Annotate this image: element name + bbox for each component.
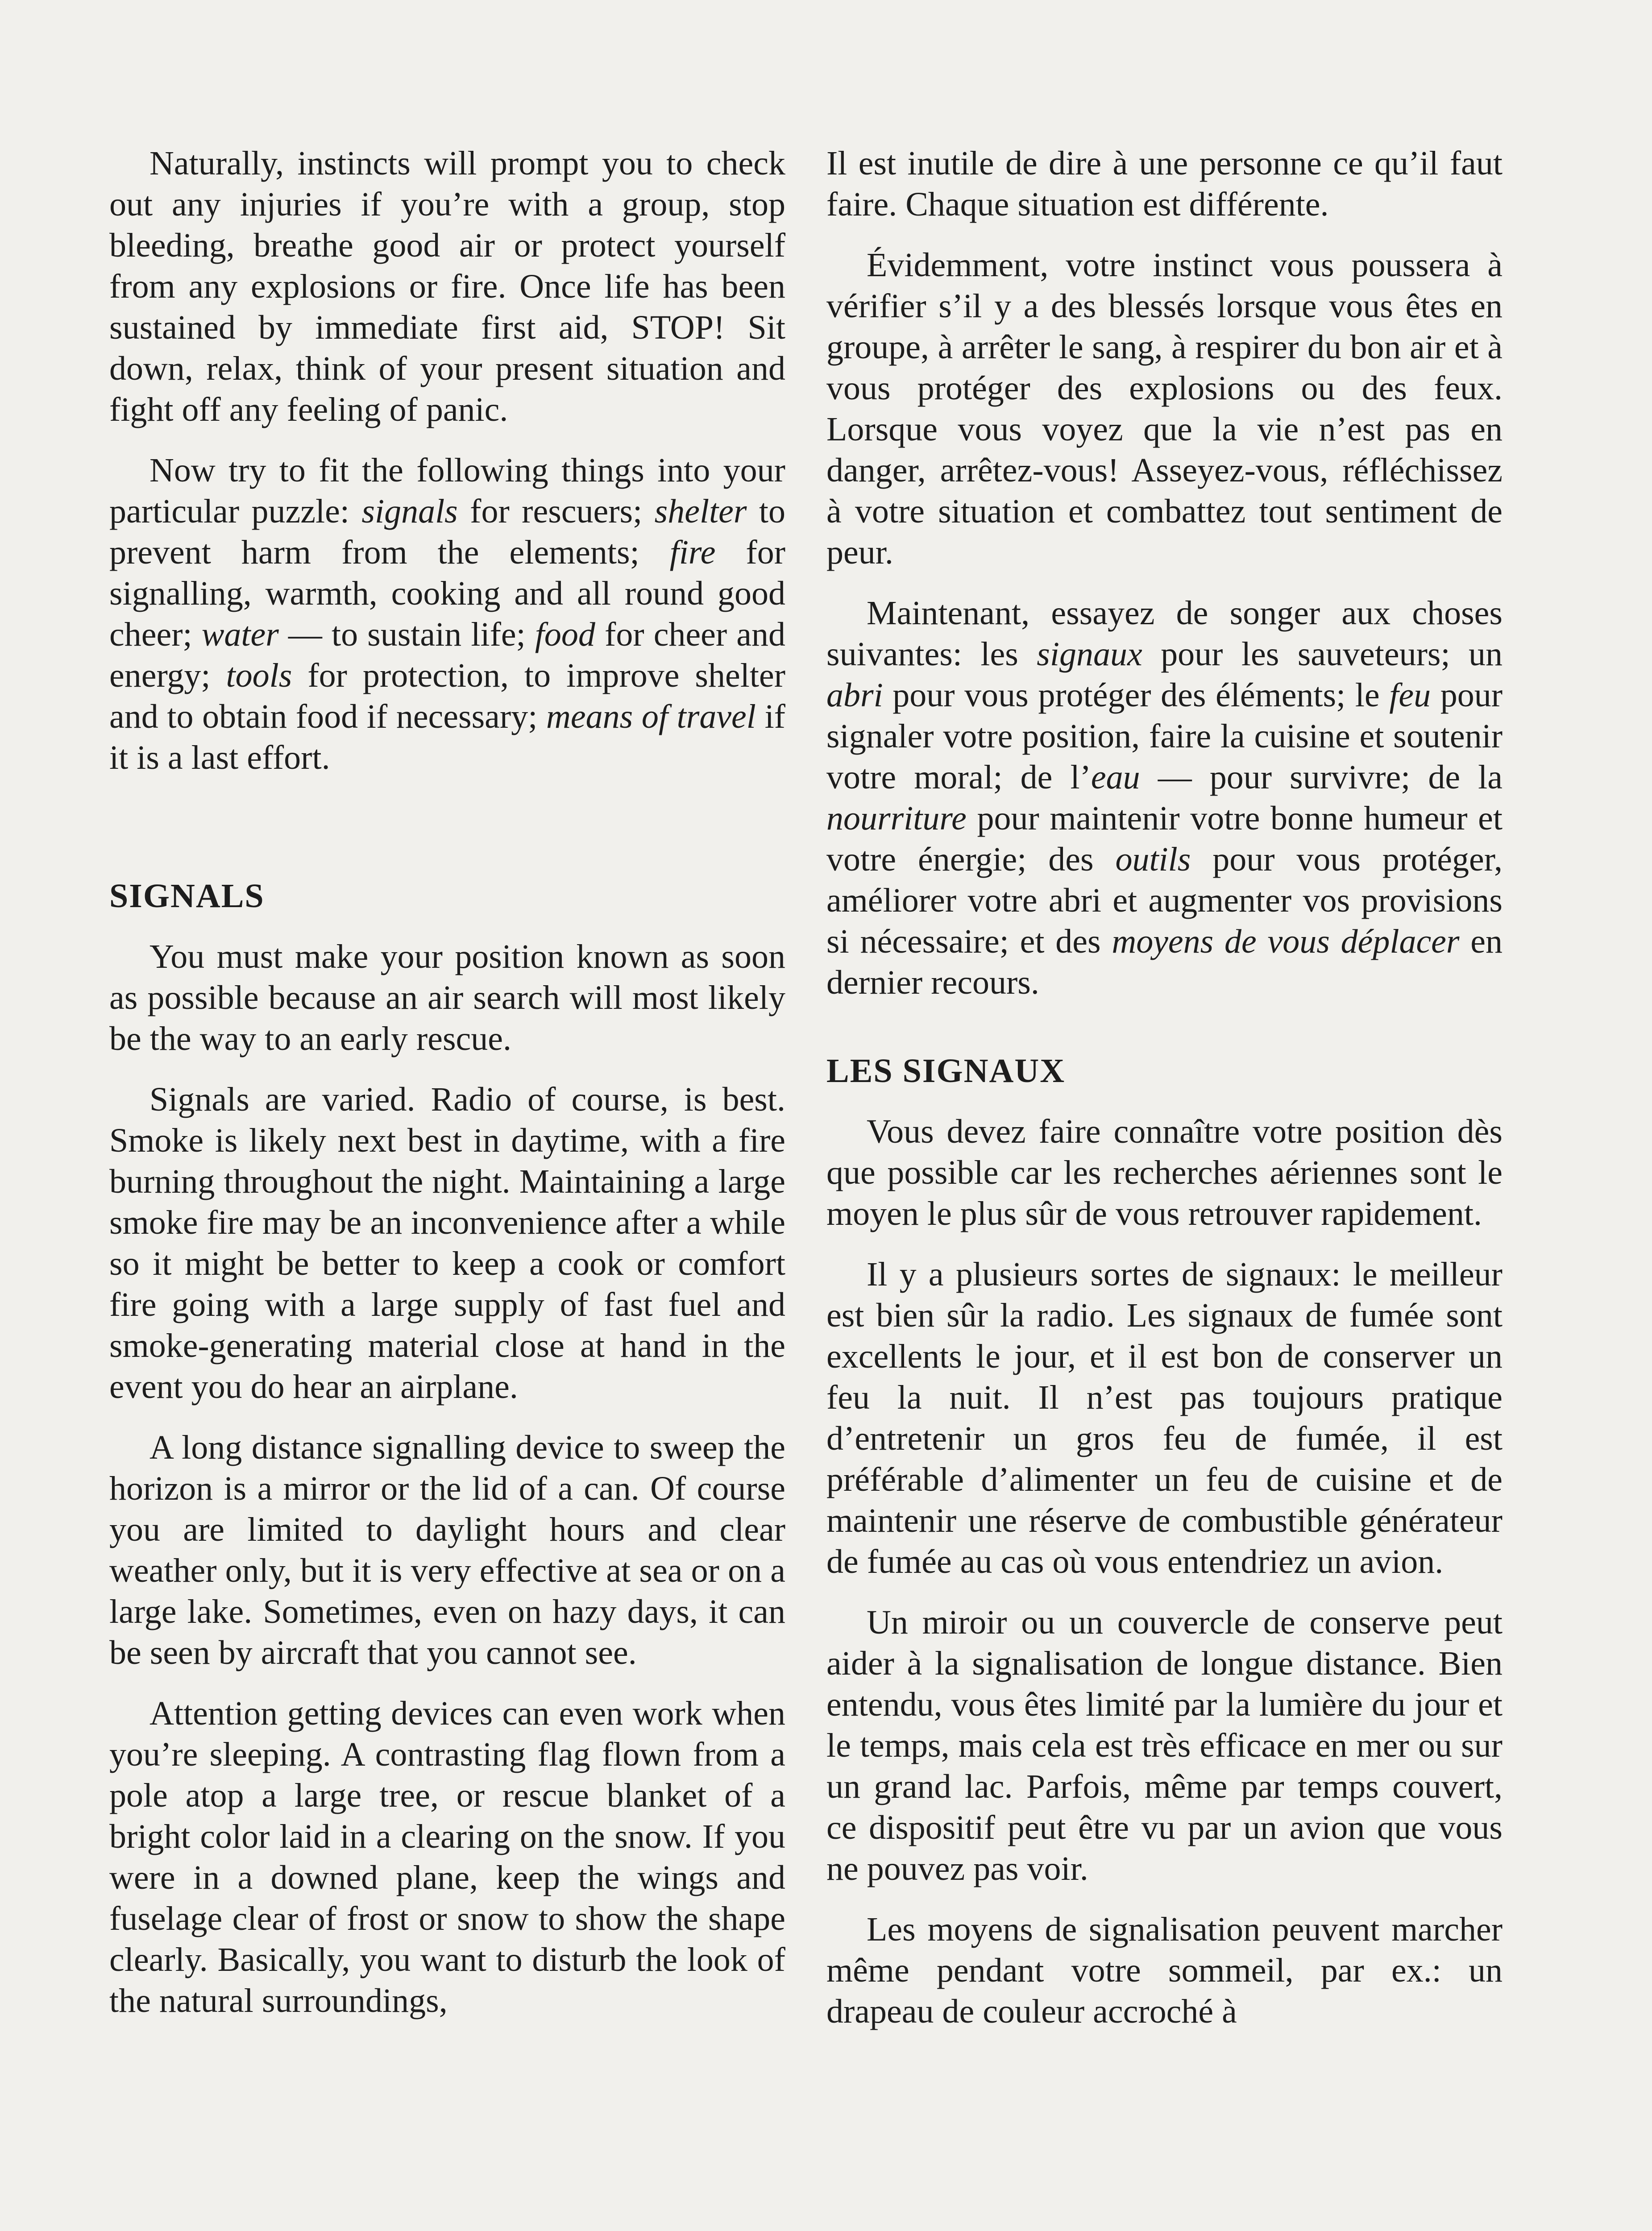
text-run: for cheer and energy; bbox=[109, 616, 786, 694]
text-run: — pour survivre; de la bbox=[1140, 759, 1503, 796]
text-run: if it is a last effort. bbox=[109, 698, 785, 776]
italic-term: abri bbox=[826, 676, 883, 714]
section-heading-signals: SIGNALS bbox=[109, 877, 265, 915]
italic-term: nourriture bbox=[826, 800, 967, 837]
text-run: pour vous protéger, améliorer votre abri et augmenter vos provisions si nécessaire; et des bbox=[826, 841, 1503, 960]
paragraph-puzzle bbox=[109, 450, 785, 778]
italic-term: fire bbox=[669, 534, 716, 571]
text-run: pour maintenir votre bonne humeur et votre énergie; des bbox=[826, 800, 1503, 878]
text-run: Maintenant, essayez de songer aux choses suivantes: les bbox=[826, 594, 1503, 673]
italic-term: signals bbox=[361, 493, 458, 530]
text-run: en dernier recours. bbox=[826, 923, 1503, 1001]
paragraph-mirror: A long distance signalling device to sweep the horizon is a mirror or the lid of a can. Of course you are limited to daylight hours and clear weather only, but it is very effective at sea or on a large lake. Sometimes, even on hazy days, it can be seen by aircraft that you cannot see. bbox=[109, 1429, 785, 1671]
paragraph-puzzle-fr bbox=[826, 593, 1503, 1003]
italic-term: signaux bbox=[1037, 635, 1142, 673]
text-run: for protection, to improve shelter and to obtain food if necessary; bbox=[109, 657, 786, 735]
paragraph-intro-fr: Il est inutile de dire à une personne ce qu’il faut faire. Chaque situation est différente. bbox=[826, 145, 1503, 223]
paragraph-first-aid: Naturally, instincts will prompt you to check out any injuries if you’re with a group, stop bleeding, breathe good air or protect yourself from any explosions or fire. Once life has been sustained by immediate first aid, STOP! Sit down, relax, think of your present situation and fight off any feeling of panic. bbox=[109, 145, 785, 428]
italic-term: tools bbox=[226, 657, 292, 694]
italic-term: feu bbox=[1389, 676, 1431, 714]
text-run: pour signaler votre position, faire la cuisine et soutenir votre moral; de l’ bbox=[826, 676, 1503, 796]
paragraph-signal-types-fr: Il y a plusieurs sortes de signaux: le meilleur est bien sûr la radio. Les signaux de fumée sont excellents le jour, et il est bon de conserver un feu la nuit. Il n’est pas toujours pratique d’entretenir un gros feu de fumée, il est préférable d’alimenter un feu de cuisine et de maintenir une réserve de combustible générateur de fumée au cas où vous entendriez un avion. bbox=[826, 1256, 1503, 1580]
text-run: pour vous protéger des éléments; le bbox=[883, 676, 1390, 714]
paragraph-position-fr: Vous devez faire connaître votre position dès que possible car les recherches aériennes sont le moyen le plus sûr de vous retrouver rapidement. bbox=[826, 1113, 1503, 1232]
italic-term: water bbox=[201, 616, 279, 653]
text-run: Now try to fit the following things into your particular puzzle: bbox=[109, 452, 785, 530]
paragraph-attention-devices-fr: Les moyens de signalisation peuvent marcher même pendant votre sommeil, par ex.: un drapeau de couleur accroché à bbox=[826, 1911, 1503, 2030]
italic-term: outils bbox=[1115, 841, 1191, 878]
text-run: — to sustain life; bbox=[278, 616, 535, 653]
text-run: to prevent harm from the elements; bbox=[109, 493, 786, 571]
paragraph-position: You must make your position known as soon as possible because an air search will most likely be the way to an early rescue. bbox=[109, 938, 785, 1057]
italic-term: moyens de vous déplacer bbox=[1112, 923, 1460, 960]
paragraph-first-aid-fr: Évidemment, votre instinct vous poussera à vérifier s’il y a des blessés lorsque vous êtes en groupe, à arrêter le sang, à respirer du bon air et à vous protéger des explosions ou des feux. Lorsque vous voyez que la vie n’est pas en danger, arrêtez-vous! Asseyez-vous, réfléchissez à votre situation et combattez tout sentiment de peur. bbox=[826, 246, 1503, 571]
text-run: pour les sauveteurs; un bbox=[1142, 635, 1503, 673]
text-run: for rescuers; bbox=[457, 493, 655, 530]
italic-term: means of travel bbox=[546, 698, 756, 735]
italic-term: shelter bbox=[654, 493, 747, 530]
paragraph-mirror-fr: Un miroir ou un couvercle de conserve peut aider à la signalisation de longue distance. Bien entendu, vous êtes limité par la lumière du jour et le temps, mais cela est très efficace en mer ou sur un grand lac. Parfois, même par temps couvert, ce dispositif peut être vu par un avion que vous ne pouvez pas voir. bbox=[826, 1604, 1503, 1887]
left-column-english bbox=[109, 143, 785, 2041]
right-column-french bbox=[826, 143, 1503, 2052]
paragraph-attention-devices: Attention getting devices can even work when you’re sleeping. A contrasting flag flown from a pole atop a large tree, or rescue blanket of a bright color laid in a clearing on the snow. If you were in a downed plane, keep the wings and fuselage clear of frost or snow to show the shape clearly. Basically, you want to disturb the look of the natural surroundings, bbox=[109, 1695, 785, 2020]
paragraph-signal-types: Signals are varied. Radio of course, is best. Smoke is likely next best in daytime, with a fire burning throughout the night. Maintaining a large smoke fire may be an inconvenience after a while so it might be better to keep a cook or comfort fire going with a large supply of fast fuel and smoke-generating material close at hand in the event you do hear an airplane. bbox=[109, 1081, 785, 1406]
italic-term: food bbox=[535, 616, 595, 653]
text-run: for signalling, warmth, cooking and all round good cheer; bbox=[109, 534, 786, 653]
italic-term: eau bbox=[1091, 759, 1140, 796]
section-heading-les-signaux: LES SIGNAUX bbox=[826, 1052, 1066, 1090]
